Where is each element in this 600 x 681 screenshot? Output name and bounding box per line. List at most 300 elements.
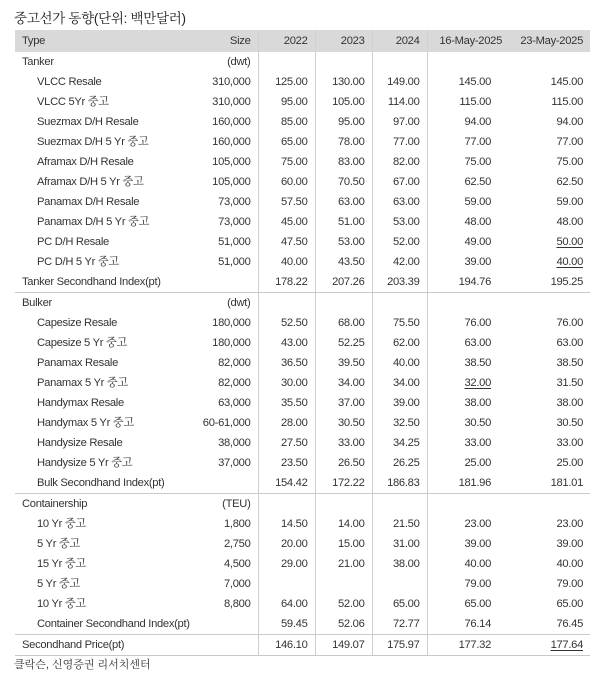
value-2024: 52.00 bbox=[372, 232, 427, 252]
empty-cell bbox=[427, 494, 509, 515]
size-cell: 8,800 bbox=[193, 594, 258, 614]
empty-cell bbox=[315, 494, 372, 515]
table-row bbox=[15, 333, 590, 353]
value-23-may-2025 bbox=[509, 172, 590, 192]
value-2024: 72.77 bbox=[372, 614, 427, 635]
value-text: 76.45 bbox=[556, 618, 583, 630]
vessel-type: 10 Yr 중고 bbox=[37, 598, 86, 610]
value-16-may-2025 bbox=[427, 353, 509, 373]
value-2022: 14.50 bbox=[258, 514, 315, 534]
value-2023: 39.50 bbox=[315, 353, 372, 373]
total-label: Secondhand Price(pt) bbox=[15, 635, 193, 656]
value-16-may-2025 bbox=[427, 232, 509, 252]
value-text: 76.14 bbox=[464, 618, 491, 630]
value-text: 75.00 bbox=[464, 156, 491, 168]
size-cell: 73,000 bbox=[193, 212, 258, 232]
value-2022: 52.50 bbox=[258, 313, 315, 333]
table-row bbox=[15, 112, 590, 132]
value-2024: 175.97 bbox=[372, 635, 427, 656]
value-2023: 53.00 bbox=[315, 232, 372, 252]
value-16-may-2025 bbox=[427, 534, 509, 554]
empty-cell bbox=[372, 293, 427, 314]
header-2022: 2022 bbox=[258, 30, 315, 52]
total-row bbox=[15, 635, 590, 656]
value-2024: 97.00 bbox=[372, 112, 427, 132]
vessel-type: 15 Yr 중고 bbox=[37, 558, 86, 570]
value-text: 59.00 bbox=[556, 196, 583, 208]
value-text: 30.50 bbox=[556, 417, 583, 429]
size-cell bbox=[193, 614, 258, 635]
index-label: Container Secondhand Index(pt) bbox=[15, 614, 193, 635]
value-2023: 83.00 bbox=[315, 152, 372, 172]
size-cell: 180,000 bbox=[193, 333, 258, 353]
size-cell: 73,000 bbox=[193, 192, 258, 212]
value-16-may-2025 bbox=[427, 112, 509, 132]
section-name: Containership bbox=[22, 498, 88, 510]
value-23-may-2025 bbox=[509, 132, 590, 152]
table-row bbox=[15, 192, 590, 212]
value-2023: 105.00 bbox=[315, 92, 372, 112]
value-2022: 60.00 bbox=[258, 172, 315, 192]
value-text: 75.00 bbox=[556, 156, 583, 168]
table-row bbox=[15, 72, 590, 92]
value-2023 bbox=[315, 574, 372, 594]
value-2023: 43.50 bbox=[315, 252, 372, 272]
empty-cell bbox=[258, 52, 315, 72]
size-cell: 4,500 bbox=[193, 554, 258, 574]
value-2023: 68.00 bbox=[315, 313, 372, 333]
size-cell: 2,750 bbox=[193, 534, 258, 554]
value-23-may-2025 bbox=[509, 514, 590, 534]
value-16-may-2025 bbox=[427, 393, 509, 413]
value-16-may-2025 bbox=[427, 373, 509, 393]
value-text: 65.00 bbox=[464, 598, 491, 610]
value-text: 23.00 bbox=[464, 518, 491, 530]
value-23-may-2025 bbox=[509, 72, 590, 92]
size-cell bbox=[193, 272, 258, 293]
value-2024: 21.50 bbox=[372, 514, 427, 534]
value-2024 bbox=[372, 574, 427, 594]
value-16-may-2025 bbox=[427, 152, 509, 172]
value-2022: 43.00 bbox=[258, 333, 315, 353]
table-row bbox=[15, 232, 590, 252]
value-2022: 178.22 bbox=[258, 272, 315, 293]
value-16-may-2025 bbox=[427, 413, 509, 433]
value-text: 181.01 bbox=[550, 477, 583, 489]
value-text: 38.00 bbox=[464, 397, 491, 409]
vessel-type: PC D/H Resale bbox=[37, 236, 109, 248]
size-cell: 51,000 bbox=[193, 252, 258, 272]
vessel-type: Capesize 5 Yr 중고 bbox=[37, 337, 127, 349]
value-text: 38.50 bbox=[556, 357, 583, 369]
value-text: 62.50 bbox=[556, 176, 583, 188]
size-cell: 1,800 bbox=[193, 514, 258, 534]
value-23-may-2025 bbox=[509, 92, 590, 112]
value-text: 59.00 bbox=[464, 196, 491, 208]
value-16-may-2025 bbox=[427, 272, 509, 293]
table-row bbox=[15, 453, 590, 473]
vessel-type: VLCC 5Yr 중고 bbox=[37, 96, 109, 108]
table-row bbox=[15, 313, 590, 333]
size-cell: 180,000 bbox=[193, 313, 258, 333]
value-16-may-2025 bbox=[427, 635, 509, 656]
value-16-may-2025 bbox=[427, 554, 509, 574]
value-text: 115.00 bbox=[459, 96, 491, 108]
value-16-may-2025 bbox=[427, 433, 509, 453]
value-2023: 95.00 bbox=[315, 112, 372, 132]
value-23-may-2025 bbox=[509, 473, 590, 494]
value-16-may-2025 bbox=[427, 132, 509, 152]
value-16-may-2025 bbox=[427, 453, 509, 473]
vessel-type: Panamax Resale bbox=[37, 357, 118, 369]
vessel-type: Capesize Resale bbox=[37, 317, 118, 329]
value-text: 33.00 bbox=[556, 437, 583, 449]
size-cell bbox=[193, 635, 258, 656]
value-text: 38.50 bbox=[464, 357, 491, 369]
value-text: 33.00 bbox=[464, 437, 491, 449]
vessel-type: Handysize 5 Yr 중고 bbox=[37, 457, 133, 469]
section-unit: (dwt) bbox=[193, 52, 258, 72]
value-23-may-2025 bbox=[509, 152, 590, 172]
table-row bbox=[15, 574, 590, 594]
value-text: 39.00 bbox=[464, 538, 491, 550]
value-text: 39.00 bbox=[464, 256, 491, 268]
header-type: Type bbox=[15, 30, 193, 52]
size-cell: 105,000 bbox=[193, 172, 258, 192]
empty-cell bbox=[509, 494, 590, 515]
vessel-type: Suezmax D/H 5 Yr 중고 bbox=[37, 136, 149, 148]
value-23-may-2025 bbox=[509, 252, 590, 272]
value-16-may-2025 bbox=[427, 313, 509, 333]
value-16-may-2025 bbox=[427, 212, 509, 232]
header-row bbox=[15, 30, 590, 52]
value-text: 62.50 bbox=[464, 176, 491, 188]
vessel-type: 5 Yr 중고 bbox=[37, 538, 80, 550]
value-2023: 52.25 bbox=[315, 333, 372, 353]
value-text: 40.00 bbox=[556, 256, 583, 268]
section-index-row bbox=[15, 614, 590, 635]
value-2024: 26.25 bbox=[372, 453, 427, 473]
value-text: 115.00 bbox=[551, 96, 583, 108]
value-text: 38.00 bbox=[556, 397, 583, 409]
value-2022 bbox=[258, 574, 315, 594]
value-23-may-2025 bbox=[509, 594, 590, 614]
value-2022: 36.50 bbox=[258, 353, 315, 373]
size-cell: 160,000 bbox=[193, 132, 258, 152]
value-23-may-2025 bbox=[509, 212, 590, 232]
value-2022: 35.50 bbox=[258, 393, 315, 413]
vessel-type: Suezmax D/H Resale bbox=[37, 116, 139, 128]
value-2023: 33.00 bbox=[315, 433, 372, 453]
value-text: 63.00 bbox=[464, 337, 491, 349]
value-2023: 26.50 bbox=[315, 453, 372, 473]
value-23-may-2025 bbox=[509, 373, 590, 393]
value-text: 94.00 bbox=[464, 116, 491, 128]
vessel-type: Aframax D/H Resale bbox=[37, 156, 134, 168]
section-header-row bbox=[15, 293, 590, 314]
value-2022: 59.45 bbox=[258, 614, 315, 635]
value-text: 145.00 bbox=[550, 76, 583, 88]
value-16-may-2025 bbox=[427, 614, 509, 635]
vessel-type: Panamax D/H 5 Yr 중고 bbox=[37, 216, 150, 228]
value-text: 79.00 bbox=[464, 578, 491, 590]
table-row bbox=[15, 152, 590, 172]
value-16-may-2025 bbox=[427, 72, 509, 92]
table-row bbox=[15, 534, 590, 554]
table-row bbox=[15, 554, 590, 574]
value-2024: 34.00 bbox=[372, 373, 427, 393]
table-row bbox=[15, 373, 590, 393]
size-cell: 310,000 bbox=[193, 72, 258, 92]
empty-cell bbox=[315, 293, 372, 314]
size-cell: 38,000 bbox=[193, 433, 258, 453]
value-2023: 52.00 bbox=[315, 594, 372, 614]
value-text: 25.00 bbox=[556, 457, 583, 469]
section-name: Tanker bbox=[22, 56, 54, 68]
value-16-may-2025 bbox=[427, 192, 509, 212]
size-cell: 60-61,000 bbox=[193, 413, 258, 433]
value-2022: 75.00 bbox=[258, 152, 315, 172]
value-2024: 63.00 bbox=[372, 192, 427, 212]
value-2024: 34.25 bbox=[372, 433, 427, 453]
value-2022: 65.00 bbox=[258, 132, 315, 152]
section-header-row bbox=[15, 52, 590, 72]
table-row bbox=[15, 172, 590, 192]
value-2024: 65.00 bbox=[372, 594, 427, 614]
value-text: 181.96 bbox=[458, 477, 491, 489]
size-cell: 310,000 bbox=[193, 92, 258, 112]
value-2023: 149.07 bbox=[315, 635, 372, 656]
size-cell: 160,000 bbox=[193, 112, 258, 132]
vessel-type: Handymax Resale bbox=[37, 397, 124, 409]
value-23-may-2025 bbox=[509, 574, 590, 594]
value-2023: 70.50 bbox=[315, 172, 372, 192]
value-2022: 154.42 bbox=[258, 473, 315, 494]
size-cell: 63,000 bbox=[193, 393, 258, 413]
value-2022: 28.00 bbox=[258, 413, 315, 433]
value-text: 48.00 bbox=[464, 216, 491, 228]
table-row bbox=[15, 353, 590, 373]
empty-cell bbox=[372, 52, 427, 72]
value-23-may-2025 bbox=[509, 112, 590, 132]
value-2024: 53.00 bbox=[372, 212, 427, 232]
table-row bbox=[15, 92, 590, 112]
header-2023: 2023 bbox=[315, 30, 372, 52]
table-row bbox=[15, 132, 590, 152]
value-2024: 82.00 bbox=[372, 152, 427, 172]
size-cell: 51,000 bbox=[193, 232, 258, 252]
value-text: 177.64 bbox=[550, 639, 583, 651]
value-2022: 30.00 bbox=[258, 373, 315, 393]
value-2024: 149.00 bbox=[372, 72, 427, 92]
value-16-may-2025 bbox=[427, 333, 509, 353]
empty-cell bbox=[258, 494, 315, 515]
table-row bbox=[15, 212, 590, 232]
size-cell: 82,000 bbox=[193, 353, 258, 373]
value-2022: 23.50 bbox=[258, 453, 315, 473]
value-2022: 125.00 bbox=[258, 72, 315, 92]
value-text: 76.00 bbox=[464, 317, 491, 329]
value-2024: 75.50 bbox=[372, 313, 427, 333]
value-text: 77.00 bbox=[464, 136, 491, 148]
header-16-may-2025: 16-May-2025 bbox=[427, 30, 509, 52]
value-text: 94.00 bbox=[556, 116, 583, 128]
vessel-type: 10 Yr 중고 bbox=[37, 518, 86, 530]
value-2022: 64.00 bbox=[258, 594, 315, 614]
value-23-may-2025 bbox=[509, 413, 590, 433]
value-2023: 51.00 bbox=[315, 212, 372, 232]
vessel-type: 5 Yr 중고 bbox=[37, 578, 80, 590]
vessel-type: Panamax D/H Resale bbox=[37, 196, 140, 208]
value-2024: 186.83 bbox=[372, 473, 427, 494]
value-2022: 20.00 bbox=[258, 534, 315, 554]
table-row bbox=[15, 433, 590, 453]
value-text: 31.50 bbox=[556, 377, 583, 389]
vessel-type: VLCC Resale bbox=[37, 76, 102, 88]
value-text: 50.00 bbox=[556, 236, 583, 248]
value-2023: 37.00 bbox=[315, 393, 372, 413]
value-2023: 14.00 bbox=[315, 514, 372, 534]
vessel-type: PC D/H 5 Yr 중고 bbox=[37, 256, 119, 268]
value-2023: 30.50 bbox=[315, 413, 372, 433]
section-name: Bulker bbox=[22, 297, 52, 309]
table-title: 중고선가 동향(단위: 백만달러) bbox=[14, 11, 186, 26]
value-2024: 67.00 bbox=[372, 172, 427, 192]
value-23-may-2025 bbox=[509, 554, 590, 574]
value-23-may-2025 bbox=[509, 272, 590, 293]
value-text: 195.25 bbox=[550, 276, 583, 288]
value-2024: 39.00 bbox=[372, 393, 427, 413]
value-23-may-2025 bbox=[509, 614, 590, 635]
value-2023: 130.00 bbox=[315, 72, 372, 92]
value-2024: 42.00 bbox=[372, 252, 427, 272]
value-23-may-2025 bbox=[509, 313, 590, 333]
value-text: 32.00 bbox=[464, 377, 491, 389]
size-cell bbox=[193, 473, 258, 494]
table-row bbox=[15, 413, 590, 433]
source-note: 클락슨, 신영증권 리서치센터 bbox=[14, 659, 151, 671]
size-cell: 82,000 bbox=[193, 373, 258, 393]
value-16-may-2025 bbox=[427, 92, 509, 112]
value-23-may-2025 bbox=[509, 453, 590, 473]
value-16-may-2025 bbox=[427, 514, 509, 534]
value-2024: 77.00 bbox=[372, 132, 427, 152]
value-text: 30.50 bbox=[464, 417, 491, 429]
value-16-may-2025 bbox=[427, 594, 509, 614]
value-2023: 15.00 bbox=[315, 534, 372, 554]
value-2022: 85.00 bbox=[258, 112, 315, 132]
value-2024: 62.00 bbox=[372, 333, 427, 353]
empty-cell bbox=[509, 52, 590, 72]
value-2024: 114.00 bbox=[372, 92, 427, 112]
value-text: 63.00 bbox=[556, 337, 583, 349]
value-2024: 40.00 bbox=[372, 353, 427, 373]
value-16-may-2025 bbox=[427, 574, 509, 594]
value-23-may-2025 bbox=[509, 333, 590, 353]
size-cell: 7,000 bbox=[193, 574, 258, 594]
value-text: 65.00 bbox=[556, 598, 583, 610]
value-text: 194.76 bbox=[458, 276, 491, 288]
value-text: 177.32 bbox=[458, 639, 491, 651]
table-row bbox=[15, 514, 590, 534]
value-text: 39.00 bbox=[556, 538, 583, 550]
value-23-may-2025 bbox=[509, 393, 590, 413]
value-2022: 95.00 bbox=[258, 92, 315, 112]
value-2024: 31.00 bbox=[372, 534, 427, 554]
value-2024: 203.39 bbox=[372, 272, 427, 293]
value-23-may-2025 bbox=[509, 192, 590, 212]
value-16-may-2025 bbox=[427, 252, 509, 272]
value-2022: 27.50 bbox=[258, 433, 315, 453]
table-row bbox=[15, 393, 590, 413]
value-2024: 38.00 bbox=[372, 554, 427, 574]
value-2023: 52.06 bbox=[315, 614, 372, 635]
size-cell: 37,000 bbox=[193, 453, 258, 473]
value-16-may-2025 bbox=[427, 473, 509, 494]
size-cell: 105,000 bbox=[193, 152, 258, 172]
value-text: 23.00 bbox=[556, 518, 583, 530]
value-text: 145.00 bbox=[458, 76, 491, 88]
value-2023: 63.00 bbox=[315, 192, 372, 212]
section-index-row bbox=[15, 272, 590, 293]
value-2022: 146.10 bbox=[258, 635, 315, 656]
value-2023: 207.26 bbox=[315, 272, 372, 293]
value-16-may-2025 bbox=[427, 172, 509, 192]
table-row bbox=[15, 594, 590, 614]
header-23-may-2025: 23-May-2025 bbox=[509, 30, 590, 52]
header-size: Size bbox=[193, 30, 258, 52]
value-text: 49.00 bbox=[464, 236, 491, 248]
value-text: 79.00 bbox=[556, 578, 583, 590]
section-header-row bbox=[15, 494, 590, 515]
value-2023: 78.00 bbox=[315, 132, 372, 152]
value-2023: 172.22 bbox=[315, 473, 372, 494]
section-unit: (dwt) bbox=[193, 293, 258, 314]
index-label: Bulk Secondhand Index(pt) bbox=[15, 473, 193, 494]
value-text: 25.00 bbox=[464, 457, 491, 469]
value-23-may-2025 bbox=[509, 433, 590, 453]
empty-cell bbox=[427, 293, 509, 314]
section-index-row bbox=[15, 473, 590, 494]
value-text: 77.00 bbox=[556, 136, 583, 148]
value-23-may-2025 bbox=[509, 232, 590, 252]
table-row bbox=[15, 252, 590, 272]
value-2023: 34.00 bbox=[315, 373, 372, 393]
value-2022: 45.00 bbox=[258, 212, 315, 232]
value-2024: 32.50 bbox=[372, 413, 427, 433]
vessel-type: Handysize Resale bbox=[37, 437, 123, 449]
value-text: 48.00 bbox=[556, 216, 583, 228]
secondhand-price-table bbox=[15, 30, 590, 656]
value-2022: 47.50 bbox=[258, 232, 315, 252]
empty-cell bbox=[258, 293, 315, 314]
value-text: 40.00 bbox=[464, 558, 491, 570]
value-2022: 40.00 bbox=[258, 252, 315, 272]
empty-cell bbox=[509, 293, 590, 314]
empty-cell bbox=[315, 52, 372, 72]
index-label: Tanker Secondhand Index(pt) bbox=[15, 272, 193, 293]
value-text: 76.00 bbox=[556, 317, 583, 329]
value-23-may-2025 bbox=[509, 635, 590, 656]
vessel-type: Handymax 5 Yr 중고 bbox=[37, 417, 134, 429]
vessel-type: Aframax D/H 5 Yr 중고 bbox=[37, 176, 144, 188]
value-2022: 57.50 bbox=[258, 192, 315, 212]
value-text: 40.00 bbox=[556, 558, 583, 570]
header-2024: 2024 bbox=[372, 30, 427, 52]
value-2023: 21.00 bbox=[315, 554, 372, 574]
value-23-may-2025 bbox=[509, 353, 590, 373]
section-unit: (TEU) bbox=[193, 494, 258, 515]
